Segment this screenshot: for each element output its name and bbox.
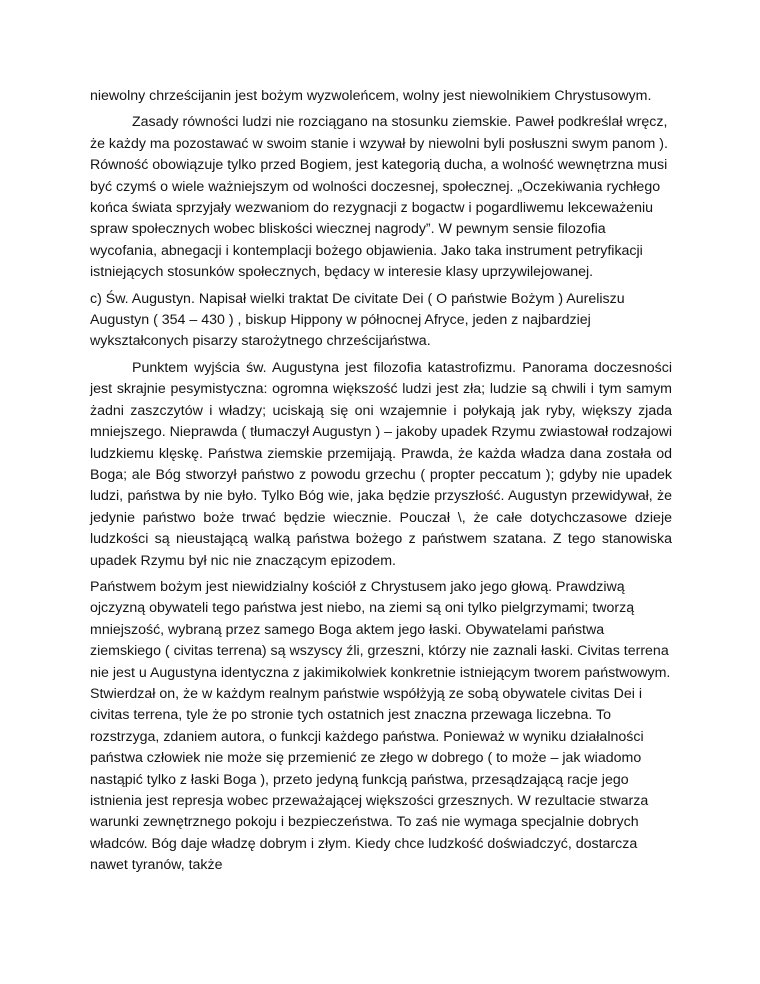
paragraph-3: c) Św. Augustyn. Napisał wielki traktat De civitate Dei ( O państwie Bożym ) Aureliszu Augustyn ( 354 – 430 ) , biskup Hippony w północnej Afryce, jeden z najbardziej wykształconych pisarzy starożytnego chrześcijaństwa. — [90, 290, 625, 350]
document-body — [90, 86, 672, 877]
paragraph-2: Zasady równości ludzi nie rozciągano na stosunku ziemskie. Paweł podkreślał wręcz, że każdy ma pozostawać w swoim stanie i wzywał by niewolni byli posłuszni swym panom ). Równość obowiązuje tylko przed Bogiem, jest kategorią ducha, a wolność wewnętrzna musi być czymś o wiele ważniejszym od wolności doczesnej, społecznej. „Oczekiwania rychłego końca świata sprzyjały wezwaniom do rezygnacji z bogactw i pogardliwemu lekceważeniu spraw społecznych wobec bliskości wiecznej nagrody”. W pewnym sensie filozofia wycofania, abnegacji i kontemplacji bożego objawienia. Jako taka instrument petryfikacji istniejących stosunków społecznych, będacy w interesie klasy uprzywilejowanej. — [90, 114, 668, 281]
paragraph-5: Państwem bożym jest niewidzialny kościół z Chrystusem jako jego głową. Prawdziwą ojczyzną obywateli tego państwa jest niebo, na ziemi są oni tylko pielgrzymami; tworzą mniejszość, wybraną przez samego Boga aktem jego łaski. Obywatelami państwa ziemskiego ( civitas terrena) są wszyscy źli, grzeszni, którzy nie zaznali łaski. Civitas terrena nie jest u Augustyna identyczna z jakimikolwiek konkretnie istniejącym tworem państwowym. Stwierdzał on, że w każdym realnym państwie współżyją ze sobą obywatele civitas Dei i civitas terrena, tyle że po stronie tych ostatnich jest znaczna przewaga liczebna. To rozstrzyga, zdaniem autora, o funkcji każdego państwa. Ponieważ w wyniku działalności państwa człowiek nie może się przemienić ze złego w dobrego ( to może – jak wiadomo nastąpić tylko z łaski Boga ), przeto jedyną funkcją państwa, przesądzającą racje jego istnienia jest represja wobec przeważającej większości grzesznych. W rezultacie stwarza warunki zewnętrznego pokoju i bezpieczeństwa. To zaś nie wymaga specjalnie dobrych władców. Bóg daje władzę dobrym i złym. Kiedy chce ludzkość doświadczyć, dostarcza nawet tyranów, także — [90, 578, 671, 874]
paragraph-1: niewolny chrześcijanin jest bożym wyzwoleńcem, wolny jest niewolnikiem Chrystusowym. — [90, 88, 652, 104]
paragraph-4: Punktem wyjścia św. Augustyna jest filozofia katastrofizmu. Panorama doczesności jest skrajnie pesymistyczna: ogromna większość ludzi jest zła; ludzie są chwili i tym samym żadni zaszczytów i władzy; uciskają się oni wzajemnie i połykają jak ryby, większy zjada mniejszego. Nieprawda ( tłumaczył Augustyn ) – jakoby upadek Rzymu zwiastował rodzajowi ludzkiemu klęskę. Państwa ziemskie przemijają. Prawda, że każda władza dana została od Boga; ale Bóg stworzył państwo z powodu grzechu ( propter peccatum ); gdyby nie upadek ludzi, państwa by nie było. Tylko Bóg wie, jaka będzie przyszłość. Augustyn przewidywał, że jedynie państwo boże trwać będzie wiecznie. Pouczał \, że całe dotychczasowe dzieje ludzkości są nieustającą walką państwa bożego z państwem szatana. Z tego stanowiska upadek Rzymu był nic nie znaczącym epizodem. — [90, 359, 672, 569]
